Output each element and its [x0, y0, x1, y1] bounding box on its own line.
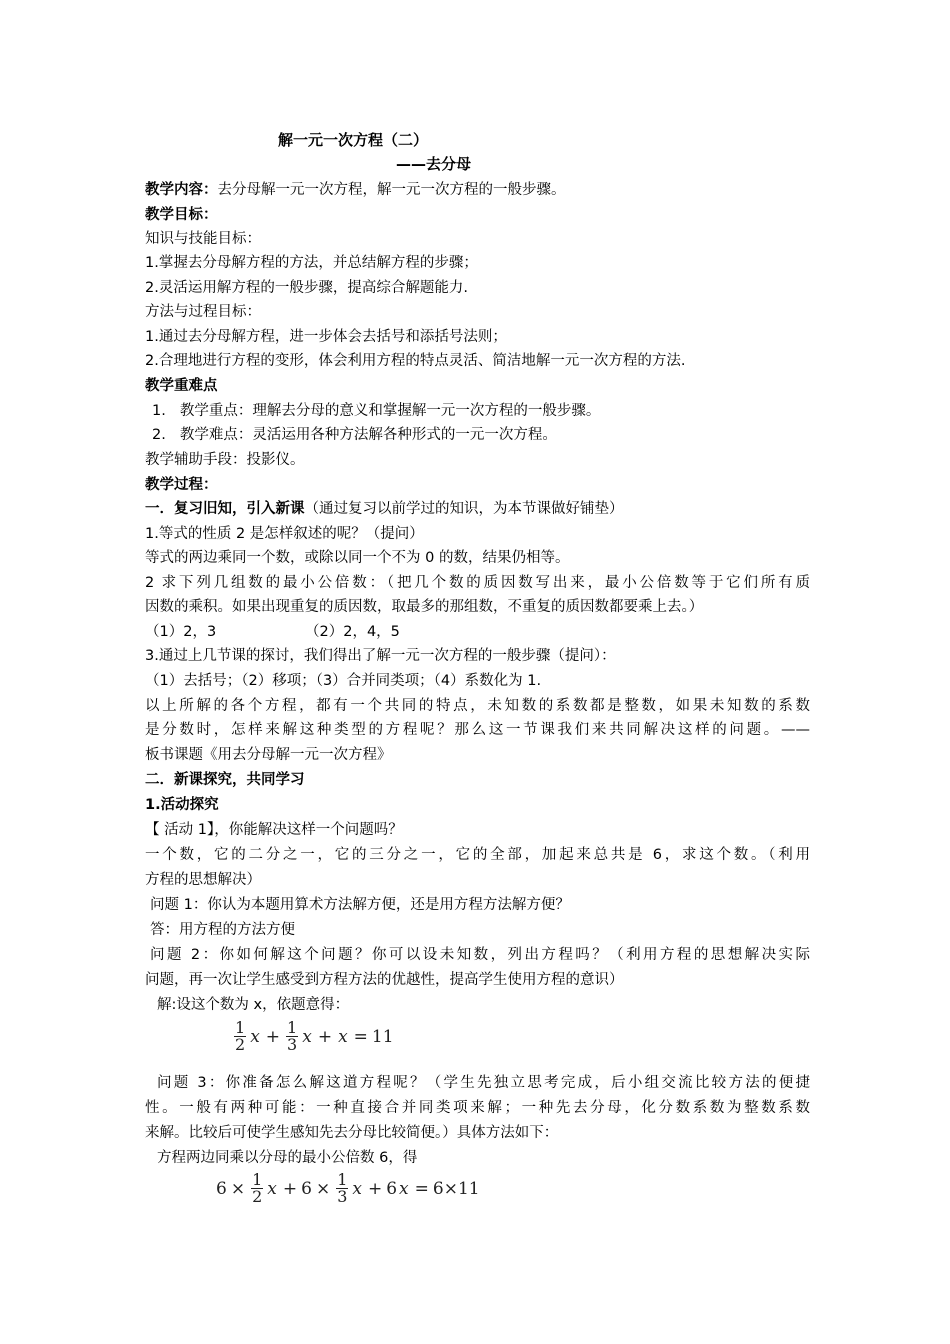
review-line: 因数的乘积。如果出现重复的质因数，取最多的那组数，不重复的质因数都要乘上去。） [145, 599, 704, 615]
review-line: 以上所解的各个方程，都有一个共同的特点，未知数的系数都是整数，如果未知数的系数 [145, 698, 810, 714]
fraction: $\frac{1}{3}$ [337, 1170, 348, 1206]
review-line: 是分数时，怎样来解这种类型的方程呢？那么这一节课我们来共同解决这样的问题。—— [145, 722, 810, 738]
review-line: （1）去括号；（2）移项；（3）合并同类项；（4）系数化为 1. [145, 673, 542, 689]
body-line: 一个数，它的二分之一，它的三分之一，它的全部，加起来总共是 6，求这个数。（利用 [145, 847, 810, 863]
key-item [152, 401, 817, 421]
fraction: $\frac{1}{2}$ [252, 1170, 263, 1206]
review-line: 1.等式的性质 2 是怎样叙述的呢？（提问） [145, 526, 424, 542]
question-1: 问题 1：你认为本题用算术方法解方便，还是用方程方法解方便？ [150, 897, 570, 913]
content-text: 去分母解一元一次方程，解一元一次方程的一般步骤。 [217, 182, 566, 198]
equation-2: 6 × $\frac{1}{2}$ x + 6 × $\frac{1}{3}$ x + 6 x = 6×11 [216, 1170, 480, 1206]
review-line: 板书课题《用去分母解一元一次方程》 [145, 747, 392, 763]
activity1-label: 【 活动 1】 [145, 822, 215, 838]
equation-1: $\frac{1}{2}$ x + $\frac{1}{3}$ x + x = 11 [235, 1018, 394, 1054]
process-item: 2.合理地进行方程的变形，体会利用方程的特点灵活、简洁地解一元一次方程的方法. [145, 353, 686, 369]
review-line: 2 求下列几组数的最小公倍数：（把几个数的质因数写出来，最小公倍数等于它们所有质 [145, 575, 810, 591]
skills-heading: 知识与技能目标： [145, 231, 261, 247]
activity1-text: ，你能解决这样一个问题吗？ [214, 822, 403, 838]
section2-title: 二．新课探究，共同学习 [145, 772, 305, 788]
key-item-text: 教学难点：灵活运用各种方法解各种形式的一元一次方程。 [179, 427, 557, 443]
process-heading: 方法与过程目标： [145, 304, 261, 320]
section1-note: （通过复习以前学过的知识，为本节课做好铺垫） [304, 501, 624, 517]
body-line: 方程两边同乘以分母的最小公倍数 6，得 [157, 1150, 418, 1166]
solution-intro: 解:设这个数为 x，依题意得： [157, 997, 350, 1013]
fraction: $\frac{1}{3}$ [287, 1018, 298, 1054]
key-item-number: 1. [152, 403, 166, 419]
body-line: 性。一般有两种可能：一种直接合并同类项来解；一种先去分母，化分数系数为整数系数 [145, 1100, 810, 1116]
activity-heading: 1.活动探究 [145, 797, 219, 813]
section1-heading [145, 499, 810, 519]
key-heading: 教学重难点 [145, 378, 218, 394]
key-item-number: 2. [152, 427, 166, 443]
lcm-group-b: （2）2，4，5 [305, 624, 400, 640]
question-2: 问题 2：你如何解这个问题？你可以设未知数，列出方程吗？（利用方程的思想解决实际 [150, 947, 810, 963]
review-line: 等式的两边乘同一个数，或除以同一个不为 0 的数，结果仍相等。 [145, 550, 570, 566]
lcm-group-a: （1）2，3 [145, 624, 217, 640]
document-title: 解一元一次方程（二） [278, 131, 429, 149]
fraction: $\frac{1}{2}$ [235, 1018, 246, 1054]
review-line: 3.通过上几节课的探讨，我们得出了解一元一次方程的一般步骤（提问）： [145, 648, 616, 664]
key-item [152, 425, 817, 445]
process-item: 1.通过去分母解方程，进一步体会去括号和添括号法则； [145, 329, 507, 345]
question-3: 问题 3：你准备怎么解这道方程呢？（学生先独立思考完成，后小组交流比较方法的便捷 [157, 1075, 810, 1091]
key-item-text: 教学重点：理解去分母的意义和掌握解一元一次方程的一般步骤。 [179, 403, 601, 419]
aids-line: 教学辅助手段：投影仪。 [145, 452, 305, 468]
section1-title: 一．复习旧知，引入新课 [145, 501, 305, 517]
content-label: 教学内容： [145, 182, 218, 198]
body-line: 问题，再一次让学生感受到方程方法的优越性，提高学生使用方程的意识） [145, 972, 624, 988]
document-subtitle: ——去分母 [396, 155, 472, 173]
goals-heading: 教学目标： [145, 207, 218, 223]
content-line [145, 180, 810, 200]
activity1-line [145, 820, 810, 840]
skills-item: 2.灵活运用解方程的一般步骤，提高综合解题能力. [145, 280, 468, 296]
procedure-heading: 教学过程： [145, 477, 218, 493]
answer-1: 答：用方程的方法方便 [150, 922, 295, 938]
skills-item: 1.掌握去分母解方程的方法，并总结解方程的步骤； [145, 255, 478, 271]
body-line: 来解。比较后可使学生感知先去分母比较简便。）具体方法如下： [145, 1125, 559, 1141]
body-line: 方程的思想解决） [145, 872, 261, 888]
